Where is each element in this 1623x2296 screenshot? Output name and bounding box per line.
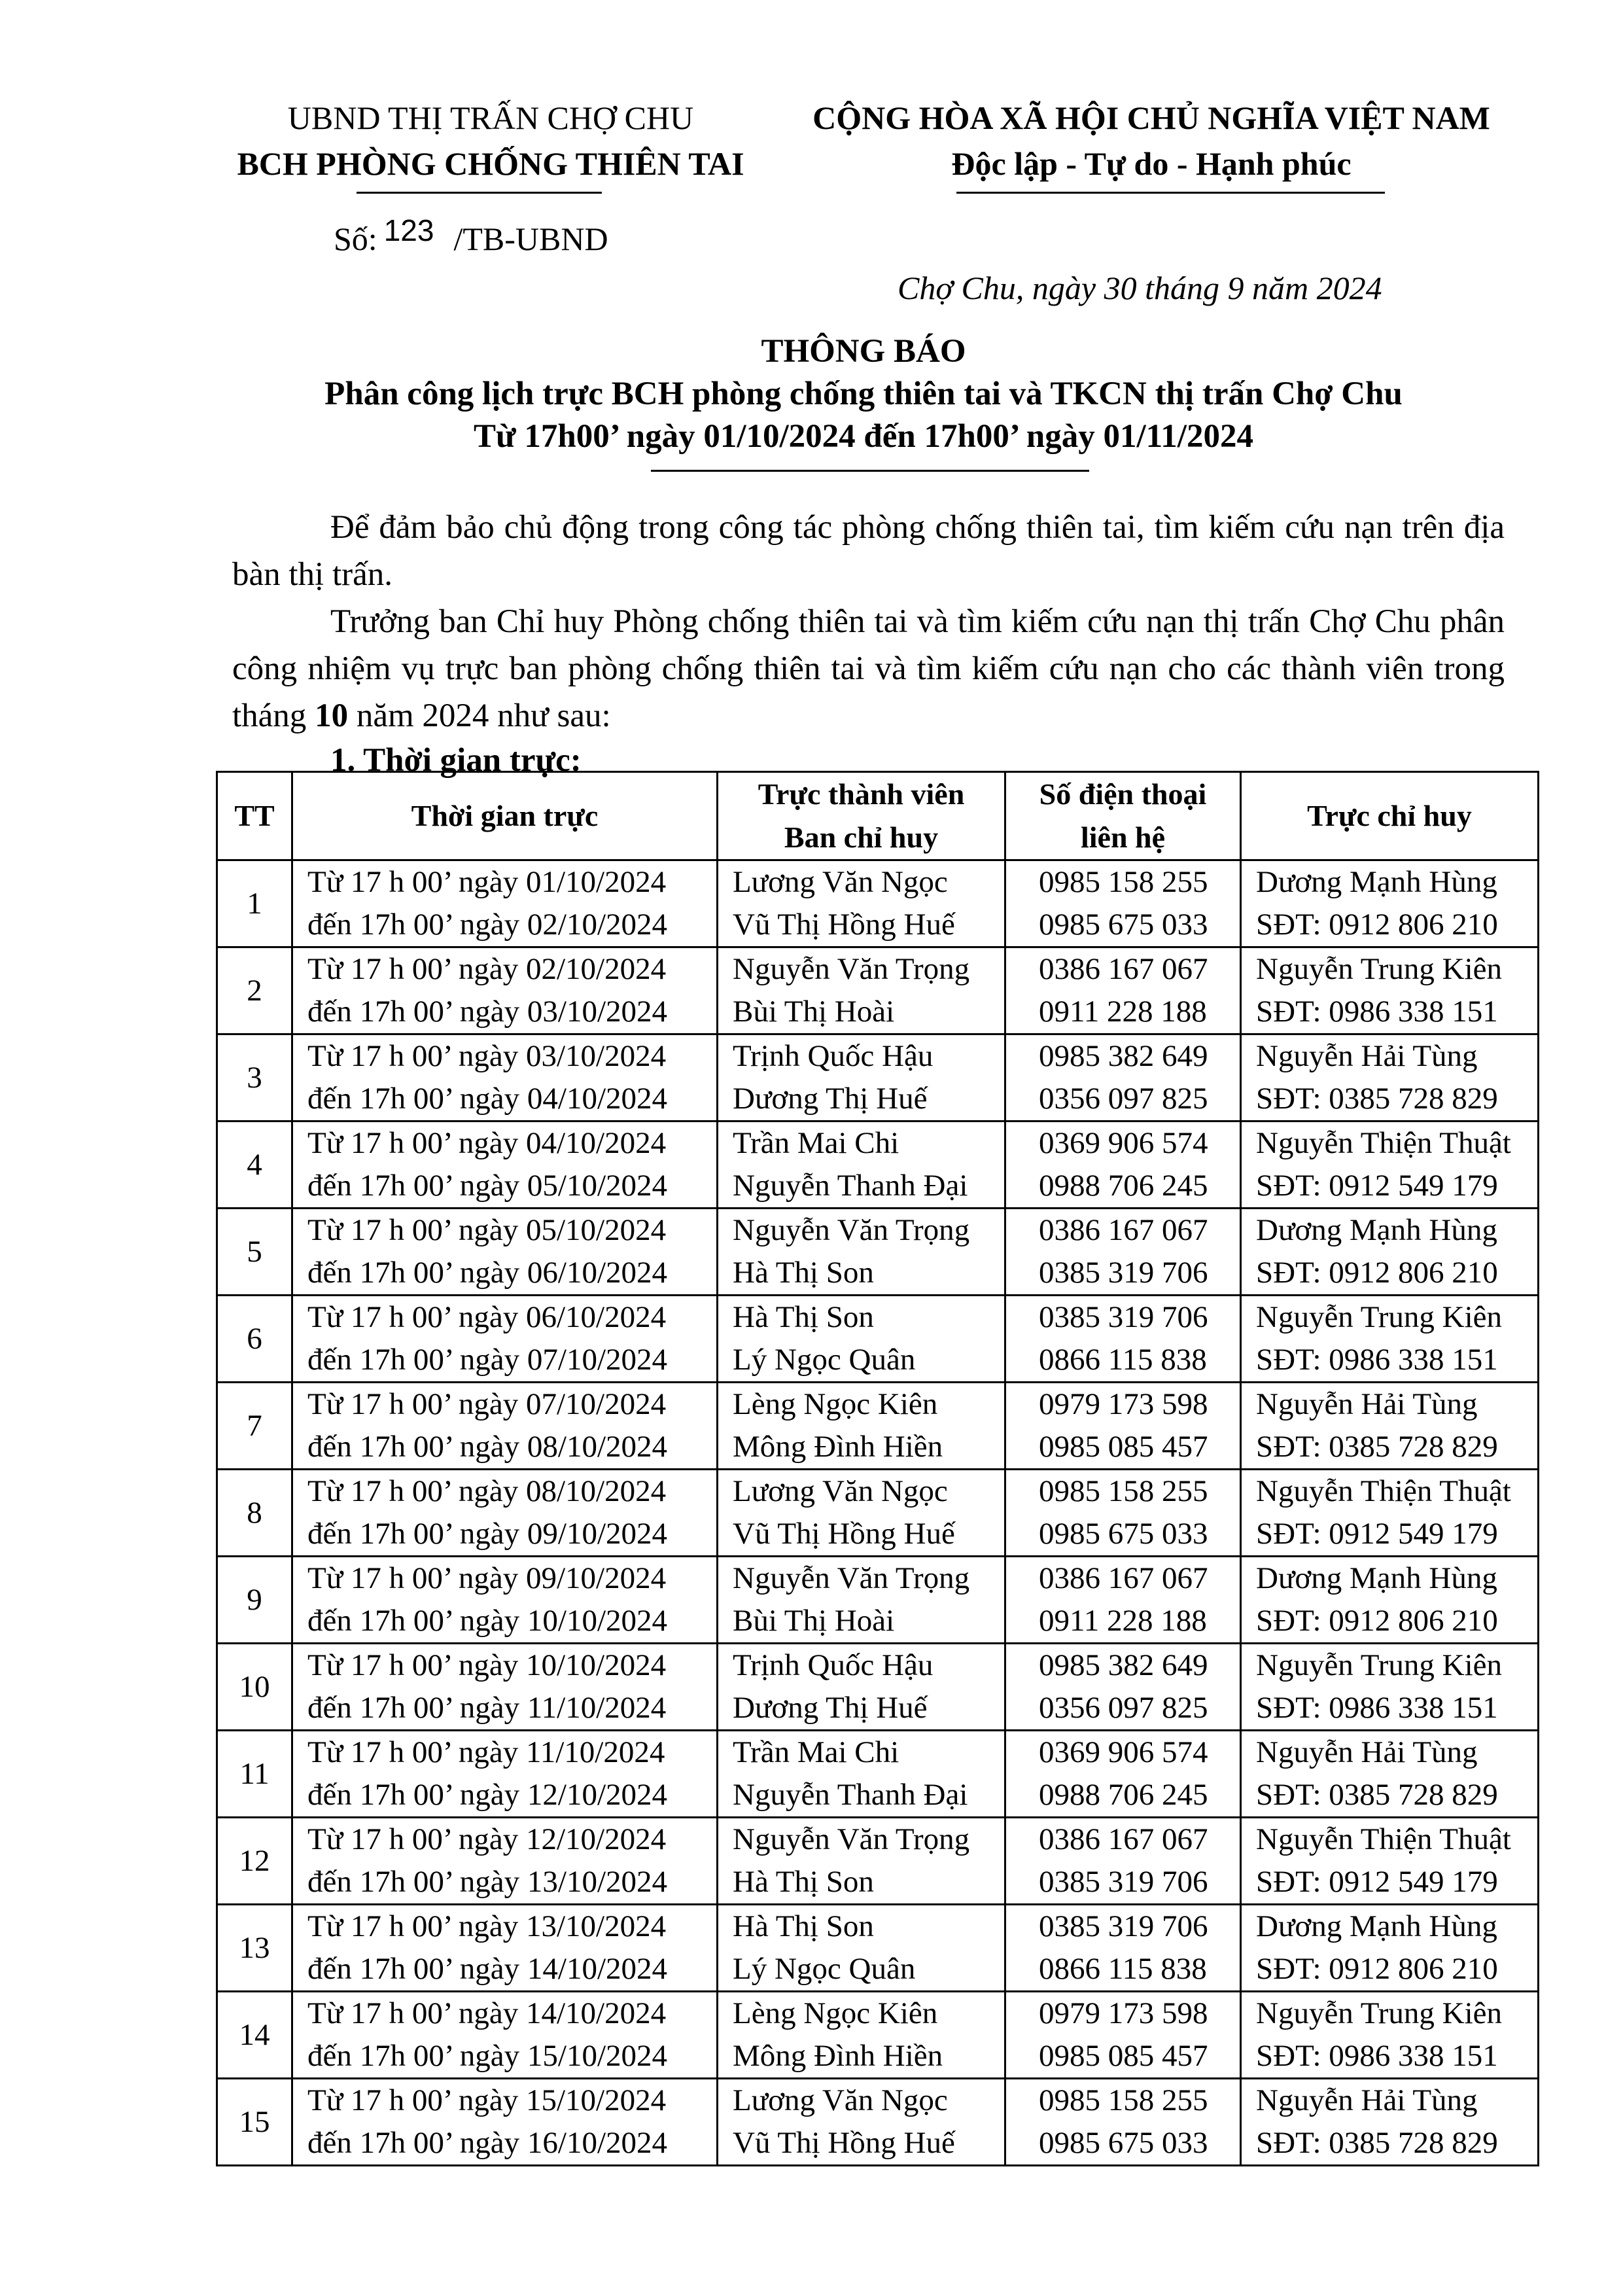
duty-time <box>292 1557 718 1644</box>
member-phones <box>1005 1122 1241 1209</box>
duty-time-from: Từ 17 h 00’ ngày 14/10/2024 <box>307 1996 667 2030</box>
duty-time <box>292 1992 718 2079</box>
duty-time-to: đến 17h 00’ ngày 10/10/2024 <box>307 1604 668 1638</box>
duty-members <box>718 1644 1005 1731</box>
member-1-phone: 0979 173 598 <box>1039 1996 1208 2030</box>
member-2: Vũ Thị Hồng Huế <box>733 2126 955 2160</box>
duty-members <box>718 1296 1005 1383</box>
member-2-phone: 0911 228 188 <box>1039 995 1207 1029</box>
duty-members <box>718 1383 1005 1470</box>
duty-schedule-table <box>216 771 1539 2166</box>
member-1-phone: 0985 158 255 <box>1039 1474 1208 1508</box>
notice-title-period: Từ 17h00’ ngày 01/10/2024 đến 17h00’ ngày 01/11/2024 <box>474 418 1253 455</box>
table-row <box>217 1992 1539 2079</box>
country-name: CỘNG HÒA XÃ HỘI CHỦ NGHĨA VIỆT NAM <box>812 99 1490 136</box>
duty-time-to: đến 17h 00’ ngày 14/10/2024 <box>307 1952 668 1986</box>
duty-commander <box>1241 2079 1539 2166</box>
commander-name: Nguyễn Thiện Thuật <box>1256 1474 1511 1508</box>
commander-phone: SĐT: 0912 806 210 <box>1256 1604 1498 1638</box>
member-2-phone: 0985 675 033 <box>1039 2126 1208 2160</box>
duty-time <box>292 2079 718 2166</box>
member-1-phone: 0985 158 255 <box>1039 2083 1208 2117</box>
document-number-suffix: /TB-UBND <box>453 221 608 257</box>
member-1-phone: 0369 906 574 <box>1039 1735 1208 1769</box>
table-row <box>217 1905 1539 1992</box>
member-phones <box>1005 1557 1241 1644</box>
header-members-line2: Ban chỉ huy <box>784 821 939 854</box>
duty-time <box>292 1296 718 1383</box>
duty-members <box>718 1992 1005 2079</box>
member-1-phone: 0369 906 574 <box>1039 1126 1208 1160</box>
duty-time-to: đến 17h 00’ ngày 12/10/2024 <box>307 1778 668 1812</box>
member-phones <box>1005 1731 1241 1818</box>
member-phones <box>1005 1818 1241 1905</box>
notice-title-subject: Phân công lịch trực BCH phòng chống thiên tai và TKCN thị trấn Chợ Chu <box>324 376 1403 412</box>
member-1: Trần Mai Chi <box>733 1126 899 1160</box>
member-1-phone: 0386 167 067 <box>1039 952 1208 986</box>
member-1: Hà Thị Son <box>733 1300 874 1334</box>
member-phones <box>1005 1470 1241 1557</box>
member-2-phone: 0985 085 457 <box>1039 1430 1208 1464</box>
member-2: Vũ Thị Hồng Huế <box>733 1517 955 1551</box>
member-1-phone: 0985 382 649 <box>1039 1039 1208 1073</box>
commander-phone: SĐT: 0986 338 151 <box>1256 2039 1498 2073</box>
table-row <box>217 860 1539 947</box>
row-number: 10 <box>217 1644 292 1731</box>
member-phones <box>1005 947 1241 1034</box>
member-2-phone: 0985 085 457 <box>1039 2039 1208 2073</box>
commander-name: Nguyễn Hải Tùng <box>1256 2083 1478 2117</box>
member-2-phone: 0385 319 706 <box>1039 1865 1208 1899</box>
member-2-phone: 0385 319 706 <box>1039 1256 1208 1290</box>
duty-time-to: đến 17h 00’ ngày 05/10/2024 <box>307 1169 668 1203</box>
duty-time-from: Từ 17 h 00’ ngày 15/10/2024 <box>307 2083 667 2117</box>
duty-commander <box>1241 1034 1539 1122</box>
duty-time-to: đến 17h 00’ ngày 04/10/2024 <box>307 1082 668 1116</box>
duty-members <box>718 947 1005 1034</box>
row-number: 8 <box>217 1470 292 1557</box>
duty-members <box>718 1818 1005 1905</box>
table-row <box>217 947 1539 1034</box>
member-2: Nguyễn Thanh Đại <box>733 1778 968 1812</box>
row-number: 1 <box>217 860 292 947</box>
commander-name: Nguyễn Trung Kiên <box>1256 1996 1503 2030</box>
member-1: Lương Văn Ngọc <box>733 1474 948 1508</box>
commander-name: Nguyễn Thiện Thuật <box>1256 1126 1511 1160</box>
table-row <box>217 1122 1539 1209</box>
commander-phone: SĐT: 0385 728 829 <box>1256 1778 1498 1812</box>
table-row <box>217 2079 1539 2166</box>
row-number: 7 <box>217 1383 292 1470</box>
member-2: Dương Thị Huế <box>733 1082 928 1116</box>
duty-time-to: đến 17h 00’ ngày 09/10/2024 <box>307 1517 668 1551</box>
body-paragraph-2-text: Trưởng ban Chỉ huy Phòng chống thiên tai và tìm kiếm cứu nạn thị trấn Chợ Chu phân công nhiệm vụ trực ban phòng chống thiên tai và tìm kiếm cứu nạn cho các thành viên trong tháng <box>232 603 1505 734</box>
duty-time-to: đến 17h 00’ ngày 03/10/2024 <box>307 995 668 1029</box>
member-2: Hà Thị Son <box>733 1865 874 1899</box>
row-number: 14 <box>217 1992 292 2079</box>
member-1: Lương Văn Ngọc <box>733 865 948 899</box>
member-2: Dương Thị Huế <box>733 1691 928 1725</box>
duty-commander <box>1241 1296 1539 1383</box>
header-phone-line1: Số điện thoại <box>1039 777 1207 811</box>
member-phones <box>1005 1034 1241 1122</box>
member-phones <box>1005 1644 1241 1731</box>
member-2: Mông Đình Hiền <box>733 1430 943 1464</box>
member-1-phone: 0386 167 067 <box>1039 1822 1208 1856</box>
header-phone-line2: liên hệ <box>1080 821 1166 854</box>
duty-time <box>292 1905 718 1992</box>
duty-time-from: Từ 17 h 00’ ngày 04/10/2024 <box>307 1126 667 1160</box>
commander-phone: SĐT: 0912 806 210 <box>1256 1952 1498 1986</box>
duty-time-to: đến 17h 00’ ngày 06/10/2024 <box>307 1256 668 1290</box>
row-number: 3 <box>217 1034 292 1122</box>
commander-name: Dương Mạnh Hùng <box>1256 1909 1497 1943</box>
commander-name: Nguyễn Hải Tùng <box>1256 1387 1478 1421</box>
row-number: 12 <box>217 1818 292 1905</box>
duty-time <box>292 860 718 947</box>
duty-time-from: Từ 17 h 00’ ngày 10/10/2024 <box>307 1648 667 1682</box>
duty-members <box>718 1122 1005 1209</box>
member-2: Nguyễn Thanh Đại <box>733 1169 968 1203</box>
title-underline <box>651 470 1089 472</box>
commander-phone: SĐT: 0912 806 210 <box>1256 1256 1498 1290</box>
table-header-row <box>217 772 1539 860</box>
duty-time-to: đến 17h 00’ ngày 15/10/2024 <box>307 2039 668 2073</box>
duty-time-to: đến 17h 00’ ngày 11/10/2024 <box>307 1691 667 1725</box>
duty-time-to: đến 17h 00’ ngày 13/10/2024 <box>307 1865 668 1899</box>
duty-time-from: Từ 17 h 00’ ngày 05/10/2024 <box>307 1213 667 1247</box>
member-1: Nguyễn Văn Trọng <box>733 952 970 986</box>
table-row <box>217 1557 1539 1644</box>
member-1: Hà Thị Son <box>733 1909 874 1943</box>
org-block <box>196 95 785 186</box>
member-1: Lèng Ngọc Kiên <box>733 1996 938 2030</box>
duty-time <box>292 1818 718 1905</box>
motto: Độc lập - Tự do - Hạnh phúc <box>951 145 1352 182</box>
member-1-phone: 0386 167 067 <box>1039 1561 1208 1595</box>
duty-members <box>718 1034 1005 1122</box>
duty-time-from: Từ 17 h 00’ ngày 11/10/2024 <box>307 1735 665 1769</box>
duty-time <box>292 1209 718 1296</box>
body-paragraph-2-end: năm 2024 như sau: <box>348 698 611 734</box>
commander-name: Dương Mạnh Hùng <box>1256 1213 1497 1247</box>
row-number: 5 <box>217 1209 292 1296</box>
table-row <box>217 1383 1539 1470</box>
duty-time <box>292 947 718 1034</box>
member-phones <box>1005 1209 1241 1296</box>
member-phones <box>1005 1992 1241 2079</box>
commander-name: Dương Mạnh Hùng <box>1256 865 1497 899</box>
header-command: Trực chỉ huy <box>1241 772 1539 860</box>
table-row <box>217 1818 1539 1905</box>
row-number: 11 <box>217 1731 292 1818</box>
duty-commander <box>1241 1644 1539 1731</box>
duty-time-from: Từ 17 h 00’ ngày 02/10/2024 <box>307 952 667 986</box>
member-1: Trịnh Quốc Hậu <box>733 1039 934 1073</box>
commander-phone: SĐT: 0912 549 179 <box>1256 1865 1498 1899</box>
duty-time <box>292 1383 718 1470</box>
member-phones <box>1005 1383 1241 1470</box>
member-2-phone: 0866 115 838 <box>1039 1952 1207 1986</box>
duty-members <box>718 1209 1005 1296</box>
duty-time-from: Từ 17 h 00’ ngày 03/10/2024 <box>307 1039 667 1073</box>
member-1-phone: 0979 173 598 <box>1039 1387 1208 1421</box>
member-phones <box>1005 1296 1241 1383</box>
body-paragraph-2-month: 10 <box>315 698 349 734</box>
commander-name: Nguyễn Hải Tùng <box>1256 1039 1478 1073</box>
table-row <box>217 1470 1539 1557</box>
duty-members <box>718 860 1005 947</box>
duty-commander <box>1241 1731 1539 1818</box>
commander-phone: SĐT: 0385 728 829 <box>1256 2126 1498 2160</box>
row-number: 6 <box>217 1296 292 1383</box>
member-2-phone: 0985 675 033 <box>1039 1517 1208 1551</box>
duty-time <box>292 1731 718 1818</box>
duty-time-from: Từ 17 h 00’ ngày 12/10/2024 <box>307 1822 667 1856</box>
duty-commander <box>1241 1992 1539 2079</box>
duty-time-to: đến 17h 00’ ngày 16/10/2024 <box>307 2126 668 2160</box>
member-2: Lý Ngọc Quân <box>733 1952 916 1986</box>
section-heading: 1. Thời gian trực: <box>330 742 582 779</box>
duty-members <box>718 1557 1005 1644</box>
member-2-phone: 0356 097 825 <box>1039 1691 1208 1725</box>
commander-phone: SĐT: 0912 549 179 <box>1256 1517 1498 1551</box>
duty-members <box>718 1905 1005 1992</box>
row-number: 4 <box>217 1122 292 1209</box>
org-name-line1: UBND THỊ TRẤN CHỢ CHU <box>287 99 694 136</box>
notice-title <box>0 330 1623 458</box>
member-1: Lương Văn Ngọc <box>733 2083 948 2117</box>
member-2: Bùi Thị Hoài <box>733 1604 895 1638</box>
header-tt: TT <box>217 772 292 860</box>
table-row <box>217 1034 1539 1122</box>
duty-time-from: Từ 17 h 00’ ngày 09/10/2024 <box>307 1561 667 1595</box>
commander-phone: SĐT: 0986 338 151 <box>1256 1691 1498 1725</box>
header-members-line1: Trực thành viên <box>758 777 965 811</box>
header-phone <box>1005 772 1241 860</box>
duty-time-from: Từ 17 h 00’ ngày 01/10/2024 <box>307 865 667 899</box>
document-number <box>334 213 608 262</box>
commander-phone: SĐT: 0385 728 829 <box>1256 1082 1498 1116</box>
commander-phone: SĐT: 0912 806 210 <box>1256 908 1498 942</box>
commander-name: Nguyễn Trung Kiên <box>1256 952 1503 986</box>
commander-name: Dương Mạnh Hùng <box>1256 1561 1497 1595</box>
member-2: Hà Thị Son <box>733 1256 874 1290</box>
member-2-phone: 0985 675 033 <box>1039 908 1208 942</box>
member-phones <box>1005 2079 1241 2166</box>
duty-commander <box>1241 1818 1539 1905</box>
duty-members <box>718 1731 1005 1818</box>
table-row <box>217 1209 1539 1296</box>
duty-time <box>292 1034 718 1122</box>
member-2-phone: 0866 115 838 <box>1039 1343 1207 1377</box>
member-1: Trần Mai Chi <box>733 1735 899 1769</box>
duty-commander <box>1241 1209 1539 1296</box>
duty-time-to: đến 17h 00’ ngày 08/10/2024 <box>307 1430 668 1464</box>
body-paragraph-1: Để đảm bảo chủ động trong công tác phòng chống thiên tai, tìm kiếm cứu nạn trên địa bàn thị trấn. <box>232 509 1505 593</box>
member-1-phone: 0385 319 706 <box>1039 1909 1208 1943</box>
member-2-phone: 0911 228 188 <box>1039 1604 1207 1638</box>
duty-commander <box>1241 947 1539 1034</box>
row-number: 15 <box>217 2079 292 2166</box>
motto-underline <box>956 192 1385 194</box>
duty-time <box>292 1122 718 1209</box>
member-2-phone: 0356 097 825 <box>1039 1082 1208 1116</box>
national-motto-block <box>759 95 1544 186</box>
member-2: Lý Ngọc Quân <box>733 1343 916 1377</box>
member-1-phone: 0385 319 706 <box>1039 1300 1208 1334</box>
table-row <box>217 1296 1539 1383</box>
duty-commander <box>1241 1557 1539 1644</box>
table-row <box>217 1731 1539 1818</box>
commander-phone: SĐT: 0986 338 151 <box>1256 995 1498 1029</box>
member-1: Nguyễn Văn Trọng <box>733 1213 970 1247</box>
member-phones <box>1005 1905 1241 1992</box>
member-phones <box>1005 860 1241 947</box>
row-number: 13 <box>217 1905 292 1992</box>
duty-time-to: đến 17h 00’ ngày 02/10/2024 <box>307 908 668 942</box>
member-2-phone: 0988 706 245 <box>1039 1778 1208 1812</box>
member-2: Bùi Thị Hoài <box>733 995 895 1029</box>
member-1: Trịnh Quốc Hậu <box>733 1648 934 1682</box>
duty-time-from: Từ 17 h 00’ ngày 07/10/2024 <box>307 1387 667 1421</box>
duty-time-from: Từ 17 h 00’ ngày 13/10/2024 <box>307 1909 667 1943</box>
member-1: Nguyễn Văn Trọng <box>733 1822 970 1856</box>
row-number: 2 <box>217 947 292 1034</box>
commander-name: Nguyễn Thiện Thuật <box>1256 1822 1511 1856</box>
duty-time-to: đến 17h 00’ ngày 07/10/2024 <box>307 1343 668 1377</box>
duty-time <box>292 1644 718 1731</box>
duty-commander <box>1241 860 1539 947</box>
org-name-line2: BCH PHÒNG CHỐNG THIÊN TAI <box>237 145 744 182</box>
document-number-prefix: Số: <box>334 221 377 257</box>
document-number-value: 123 <box>383 213 434 247</box>
commander-phone: SĐT: 0986 338 151 <box>1256 1343 1498 1377</box>
commander-name: Nguyễn Trung Kiên <box>1256 1648 1503 1682</box>
duty-members <box>718 1470 1005 1557</box>
commander-name: Nguyễn Trung Kiên <box>1256 1300 1503 1334</box>
commander-name: Nguyễn Hải Tùng <box>1256 1735 1478 1769</box>
member-1: Nguyễn Văn Trọng <box>733 1561 970 1595</box>
commander-phone: SĐT: 0385 728 829 <box>1256 1430 1498 1464</box>
duty-time-from: Từ 17 h 00’ ngày 08/10/2024 <box>307 1474 667 1508</box>
header-members <box>718 772 1005 860</box>
duty-time <box>292 1470 718 1557</box>
table-row <box>217 1644 1539 1731</box>
commander-phone: SĐT: 0912 549 179 <box>1256 1169 1498 1203</box>
notice-title-main: THÔNG BÁO <box>761 333 966 370</box>
member-2-phone: 0988 706 245 <box>1039 1169 1208 1203</box>
place-date: Chợ Chu, ngày 30 tháng 9 năm 2024 <box>898 270 1382 306</box>
member-2: Vũ Thị Hồng Huế <box>733 908 955 942</box>
member-2: Mông Đình Hiền <box>733 2039 943 2073</box>
row-number: 9 <box>217 1557 292 1644</box>
duty-commander <box>1241 1905 1539 1992</box>
body-paragraph-2 <box>232 598 1505 739</box>
member-1-phone: 0985 158 255 <box>1039 865 1208 899</box>
notice-body <box>232 504 1505 781</box>
duty-members <box>718 2079 1005 2166</box>
duty-time-from: Từ 17 h 00’ ngày 06/10/2024 <box>307 1300 667 1334</box>
header-time: Thời gian trực <box>292 772 718 860</box>
duty-commander <box>1241 1470 1539 1557</box>
member-1: Lèng Ngọc Kiên <box>733 1387 938 1421</box>
member-1-phone: 0386 167 067 <box>1039 1213 1208 1247</box>
duty-commander <box>1241 1122 1539 1209</box>
duty-commander <box>1241 1383 1539 1470</box>
table-body <box>217 860 1539 2166</box>
member-1-phone: 0985 382 649 <box>1039 1648 1208 1682</box>
org-underline <box>357 192 602 194</box>
